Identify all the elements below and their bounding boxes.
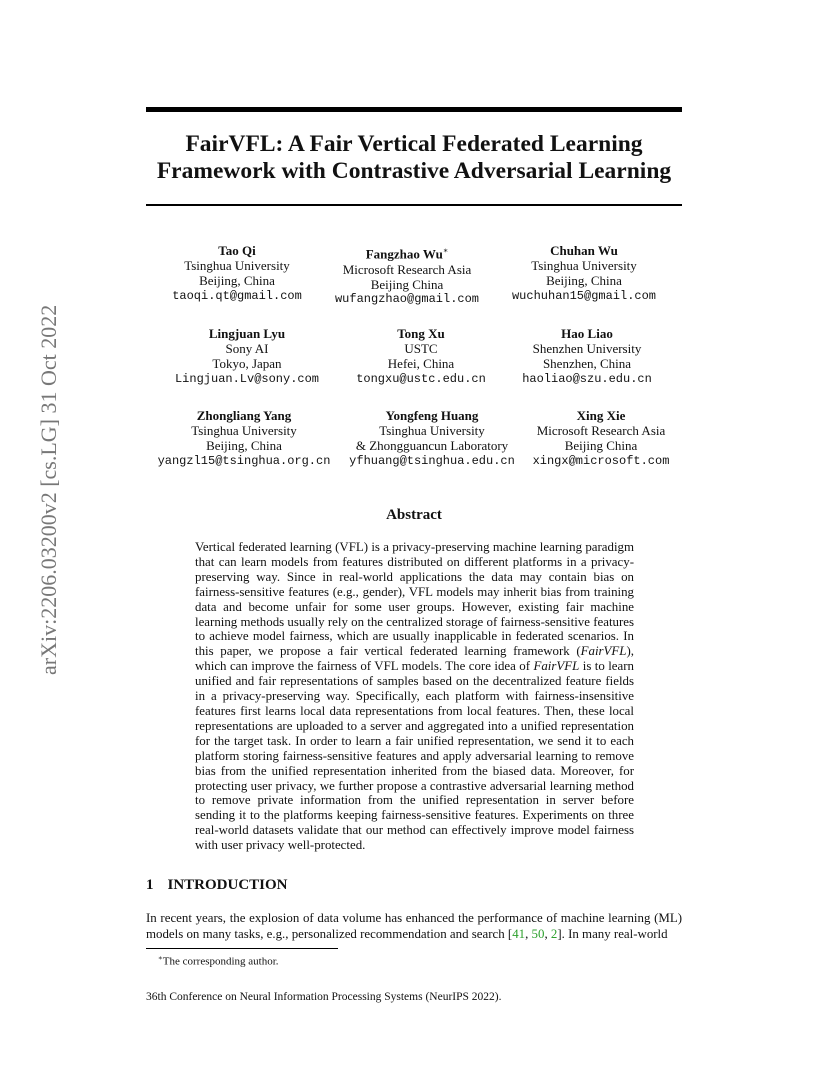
method-name: FairVFL xyxy=(580,644,627,659)
citation-link[interactable]: 2 xyxy=(550,926,558,941)
section-heading xyxy=(146,877,288,894)
citation-link[interactable]: 41 xyxy=(512,926,526,941)
author-email[interactable]: yangzl15@tsinghua.org.cn xyxy=(157,453,331,468)
author-affiliation: Tsinghua University xyxy=(379,423,485,439)
author-name: Hao Liao xyxy=(561,326,613,341)
author-location: Beijing China xyxy=(370,276,444,292)
author-name: Fangzhao Wu∗ xyxy=(365,246,449,262)
author-location: Tokyo, Japan xyxy=(212,356,282,372)
title-top-rule xyxy=(146,107,682,112)
author-name: Tao Qi xyxy=(218,243,256,258)
title-line-2: Framework with Contrastive Adversarial Learning xyxy=(156,158,672,184)
author-name: Zhongliang Yang xyxy=(196,408,292,423)
author-location: & Zhongguancun Laboratory xyxy=(355,438,509,454)
author-block xyxy=(491,408,711,469)
author-email[interactable]: tongxu@ustc.edu.cn xyxy=(356,371,486,386)
author-email[interactable]: wufangzhao@gmail.com xyxy=(334,291,480,306)
intro-paragraph: In recent years, the explosion of data volume has enhanced the performance of machine learning (ML) models on many tasks, e.g., personalized recommendation and search [41, 50, 2]. In many real-world xyxy=(146,911,682,941)
author-email[interactable]: taoqi.qt@gmail.com xyxy=(172,288,302,303)
citation-link[interactable]: 50 xyxy=(531,926,545,941)
footnote-mark: ∗ xyxy=(158,954,163,962)
section-title: INTRODUCTION xyxy=(167,877,288,893)
author-name: Yongfeng Huang xyxy=(385,408,479,423)
title-line-1: FairVFL: A Fair Vertical Federated Learning xyxy=(185,131,643,157)
method-name: FairVFL xyxy=(533,659,580,674)
corresponding-author-mark: ∗ xyxy=(442,246,449,255)
author-affiliation: USTC xyxy=(404,341,438,357)
author-affiliation: Tsinghua University xyxy=(191,423,297,439)
section-number: 1 xyxy=(146,877,154,893)
footnote: ∗The corresponding author. xyxy=(158,954,279,968)
title-bottom-rule xyxy=(146,204,682,206)
abstract-body: Vertical federated learning (VFL) is a privacy-preserving machine learning paradigm that can learn models from features distributed on different platforms in a privacy-preserving way. Since in real-world applications the data may contain bias on fairness-sensitive features (e.g., gender), VFL models may inherit bias from training data and become unfair for some user groups. However, existing fair machine learning methods usually rely on the centralized storage of fairness-sensitive features to achieve model fairness, which are usually inapplicable in federated scenarios. In this paper, we propose a fair vertical federated learning framework (FairVFL), which can improve the fairness of VFL models. The core idea of FairVFL is to learn unified and fair representations of samples based on the decentralized feature fields in a privacy-preserving way. Specifically, each platform with fairness-insensitive features first learns local data representations from local features. Then, these local representations are uploaded to a server and aggregated into a unified representation for the target task. In order to learn a fair unified representation, we send it to each platform storing fairness-sensitive features and apply adversarial learning to remove bias from the unified representation inherited from the biased data. Moreover, for protecting user privacy, we further propose a contrastive adversarial learning method to remove private information from the unified representation in server before sending it to the platforms keeping fairness-sensitive features. Experiments on three real-world datasets validate that our method can effectively improve model fairness with user privacy well-protected. xyxy=(195,540,634,853)
author-location: Beijing, China xyxy=(206,438,282,454)
venue-note: 36th Conference on Neural Information Processing Systems (NeurIPS 2022). xyxy=(146,991,502,1003)
abstract-heading: Abstract xyxy=(386,507,442,523)
author-block xyxy=(134,408,354,469)
author-name: Tong Xu xyxy=(397,326,445,341)
paper-title xyxy=(146,131,682,185)
author-affiliation: Microsoft Research Asia xyxy=(536,423,666,439)
author-location: Beijing, China xyxy=(546,273,622,289)
author-location: Beijing, China xyxy=(199,273,275,289)
footnote-rule xyxy=(146,948,338,949)
author-email[interactable]: wuchuhan15@gmail.com xyxy=(511,288,657,303)
author-email[interactable]: yfhuang@tsinghua.edu.cn xyxy=(349,453,515,468)
author-email[interactable]: Lingjuan.Lv@sony.com xyxy=(174,371,320,386)
author-email[interactable]: haoliao@szu.edu.cn xyxy=(522,371,652,386)
author-block xyxy=(477,326,697,387)
author-email[interactable]: xingx@microsoft.com xyxy=(532,453,670,468)
author-location: Hefei, China xyxy=(387,356,455,372)
author-affiliation: Shenzhen University xyxy=(532,341,642,357)
author-name: Lingjuan Lyu xyxy=(208,326,286,341)
author-affiliation: Microsoft Research Asia xyxy=(342,261,472,277)
author-block xyxy=(474,243,694,304)
author-affiliation: Tsinghua University xyxy=(184,258,290,274)
arxiv-identifier: arXiv:2206.03200v2 [cs.LG] 31 Oct 2022 xyxy=(36,304,61,675)
author-affiliation: Sony AI xyxy=(225,341,269,357)
author-name: Xing Xie xyxy=(576,408,626,423)
author-affiliation: Tsinghua University xyxy=(531,258,637,274)
author-name: Chuhan Wu xyxy=(550,243,618,258)
author-location: Shenzhen, China xyxy=(542,356,632,372)
author-location: Beijing China xyxy=(564,438,638,454)
